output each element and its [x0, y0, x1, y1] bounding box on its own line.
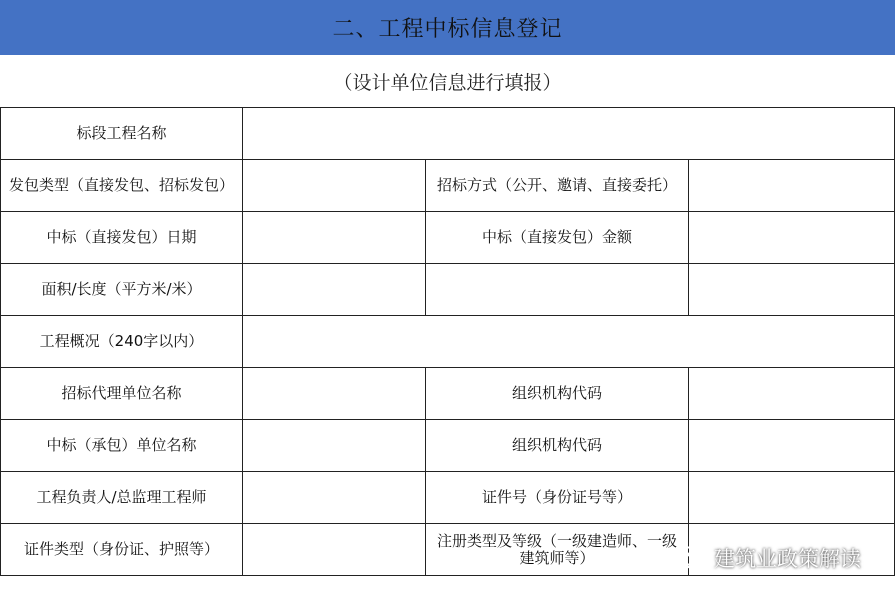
form-subtitle [0, 55, 895, 107]
label-project-name: 标段工程名称 [1, 108, 243, 160]
input-project-name[interactable] [243, 108, 895, 160]
label-agent-org-code: 组织机构代码 [426, 368, 689, 420]
input-contract-type[interactable] [243, 160, 426, 212]
label-overview: 工程概况（240字以内） [1, 316, 243, 368]
table-row [1, 472, 895, 524]
input-award-amount[interactable] [689, 212, 895, 264]
label-award-amount: 中标（直接发包）金额 [426, 212, 689, 264]
input-winner-org-code[interactable] [689, 420, 895, 472]
label-contract-type: 发包类型（直接发包、招标发包） [1, 160, 243, 212]
table-row [1, 160, 895, 212]
input-winner-name[interactable] [243, 420, 426, 472]
input-area-extra-a[interactable] [426, 264, 689, 316]
input-tender-method[interactable] [689, 160, 895, 212]
input-registration-type[interactable] [689, 524, 895, 576]
label-tender-method: 招标方式（公开、邀请、直接委托） [426, 160, 689, 212]
watermark-text: 建筑业政策解读 [714, 547, 861, 571]
label-registration-type: 注册类型及等级（一级建造师、一级建筑师等） [426, 524, 689, 576]
input-id-number[interactable] [689, 472, 895, 524]
input-award-date[interactable] [243, 212, 426, 264]
label-winner-name: 中标（承包）单位名称 [1, 420, 243, 472]
input-area-extra-b[interactable] [689, 264, 895, 316]
page-title [0, 0, 895, 55]
label-agent-name: 招标代理单位名称 [1, 368, 243, 420]
input-agent-org-code[interactable] [689, 368, 895, 420]
input-cert-type[interactable] [243, 524, 426, 576]
input-area[interactable] [243, 264, 426, 316]
registration-form-table [0, 107, 895, 576]
page-title-text: 二、工程中标信息登记 [332, 17, 563, 42]
table-row [1, 316, 895, 368]
table-row [1, 368, 895, 420]
input-project-manager[interactable] [243, 472, 426, 524]
label-project-manager: 工程负责人/总监理工程师 [1, 472, 243, 524]
input-overview[interactable] [243, 316, 895, 368]
label-cert-type: 证件类型（身份证、护照等） [1, 524, 243, 576]
label-area: 面积/长度（平方米/米） [1, 264, 243, 316]
label-id-number: 证件号（身份证号等） [426, 472, 689, 524]
form-subtitle-text: （设计单位信息进行填报） [333, 71, 562, 94]
input-agent-name[interactable] [243, 368, 426, 420]
table-row [1, 420, 895, 472]
table-row [1, 524, 895, 576]
table-row [1, 264, 895, 316]
label-award-date: 中标（直接发包）日期 [1, 212, 243, 264]
label-winner-org-code: 组织机构代码 [426, 420, 689, 472]
table-row [1, 108, 895, 160]
table-row [1, 212, 895, 264]
